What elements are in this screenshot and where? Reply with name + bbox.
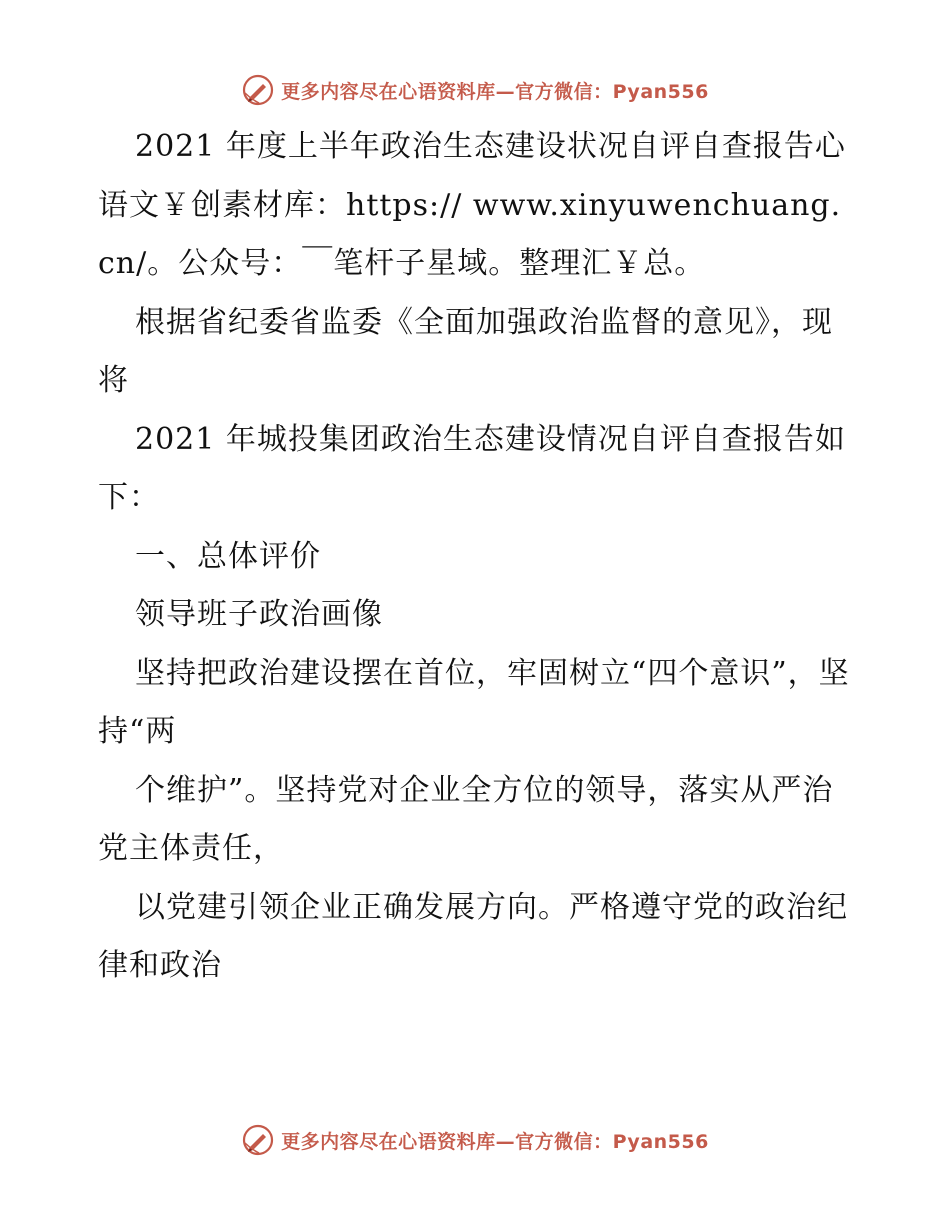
report-title-paragraph: 2021 年度上半年政治生态建设状况自评自查报告心语文￥创素材库：https:// www.xinyuwenchuang.cn/。公众号：￣笔杆子星域。整理汇￥总。: [98, 129, 846, 281]
body-paragraph: 个维护”。坚持党对企业全方位的领导，落实从严治党主体责任，: [98, 772, 834, 866]
intro-paragraph: 根据省纪委省监委《全面加强政治监督的意见》，现将: [98, 304, 833, 398]
document-body: [98, 118, 858, 996]
watermark-text: 更多内容尽在心语资料库—官方微信：Pyan556: [281, 80, 709, 103]
report-subject-paragraph: 2021 年城投集团政治生态建设情况自评自查报告如下：: [98, 421, 846, 515]
pen-logo-icon: [241, 1123, 275, 1157]
body-paragraph: 以党建引领企业正确发展方向。严格遵守党的政治纪律和政治: [98, 889, 848, 983]
body-paragraph: 坚持把政治建设摆在首位，牢固树立“四个意识”，坚持“两: [98, 655, 850, 749]
section-heading: 一、总体评价: [135, 538, 321, 574]
pen-logo-icon: [241, 73, 275, 107]
header-watermark: [0, 70, 950, 110]
footer-watermark: [0, 1120, 950, 1160]
subsection-heading: 领导班子政治画像: [135, 597, 383, 632]
watermark-text: 更多内容尽在心语资料库—官方微信：Pyan556: [281, 1130, 709, 1153]
